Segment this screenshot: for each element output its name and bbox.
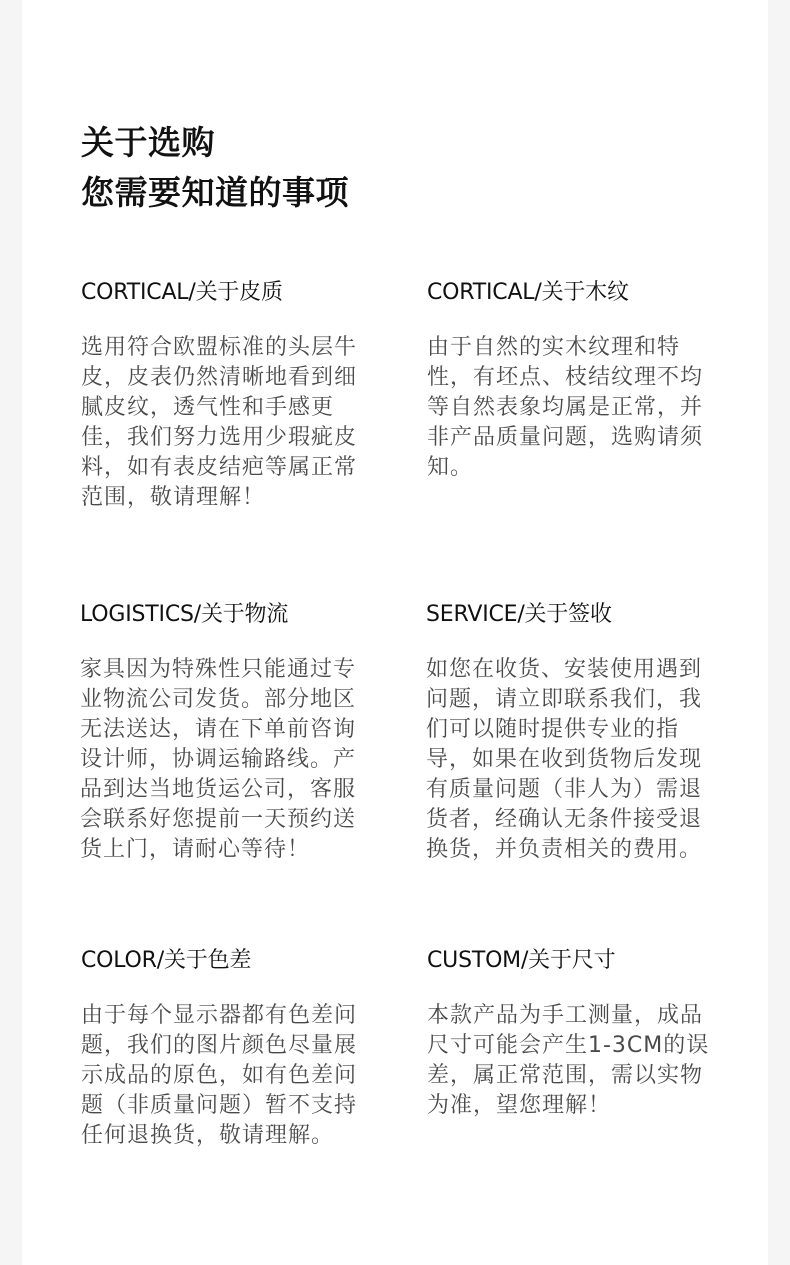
section-body-service: 如您在收货、安装使用遇到问题，请立即联系我们，我们可以随时提供专业的指导，如果在收到货物后发现有质量问题（非人为）需退货者，经确认无条件接受退换货，并负责相关的费用。 [426, 657, 703, 862]
section-title-logistics: LOGISTICS/关于物流 [80, 602, 289, 627]
section-body-leather: 选用符合欧盟标准的头层牛皮，皮表仍然清晰地看到细腻皮纹，透气性和手感更佳，我们努力选用少瑕疵皮料，如有表皮结疤等属正常范围，敬请理解！ [81, 335, 358, 510]
page-title [81, 118, 349, 218]
section-title-wood: CORTICAL/关于木纹 [427, 280, 629, 305]
section-title-service: SERVICE/关于签收 [426, 602, 612, 627]
section-body-logistics: 家具因为特殊性只能通过专业物流公司发货。部分地区无法送达，请在下单前咨询设计师，协调运输路线。产品到达当地货运公司，客服会联系好您提前一天预约送货上门，请耐心等待！ [80, 657, 357, 862]
section-custom [427, 947, 719, 1121]
page-title-line-1: 关于选购 [81, 123, 215, 162]
section-body-color: 由于每个显示器都有色差问题，我们的图片颜色尽量展示成品的原色，如有色差问题（非质量问题）暂不支持任何退换货，敬请理解。 [81, 1003, 358, 1148]
section-wood [427, 279, 719, 483]
section-color [81, 947, 373, 1151]
section-title-custom: CUSTOM/关于尺寸 [427, 948, 616, 973]
section-leather [81, 279, 373, 513]
notice-page [22, 0, 768, 1265]
section-service [426, 601, 718, 865]
section-title-leather: CORTICAL/关于皮质 [81, 280, 283, 305]
section-title-color: COLOR/关于色差 [81, 948, 252, 973]
section-body-wood: 由于自然的实木纹理和特性，有坯点、枝结纹理不均等自然表象均属是正常，并非产品质量问题，选购请须知。 [427, 335, 704, 480]
section-logistics [80, 601, 372, 865]
section-body-custom: 本款产品为手工测量，成品尺寸可能会产生1-3CM的误差，属正常范围，需以实物为准，望您理解！ [427, 1003, 710, 1118]
page-title-line-2: 您需要知道的事项 [81, 173, 349, 212]
